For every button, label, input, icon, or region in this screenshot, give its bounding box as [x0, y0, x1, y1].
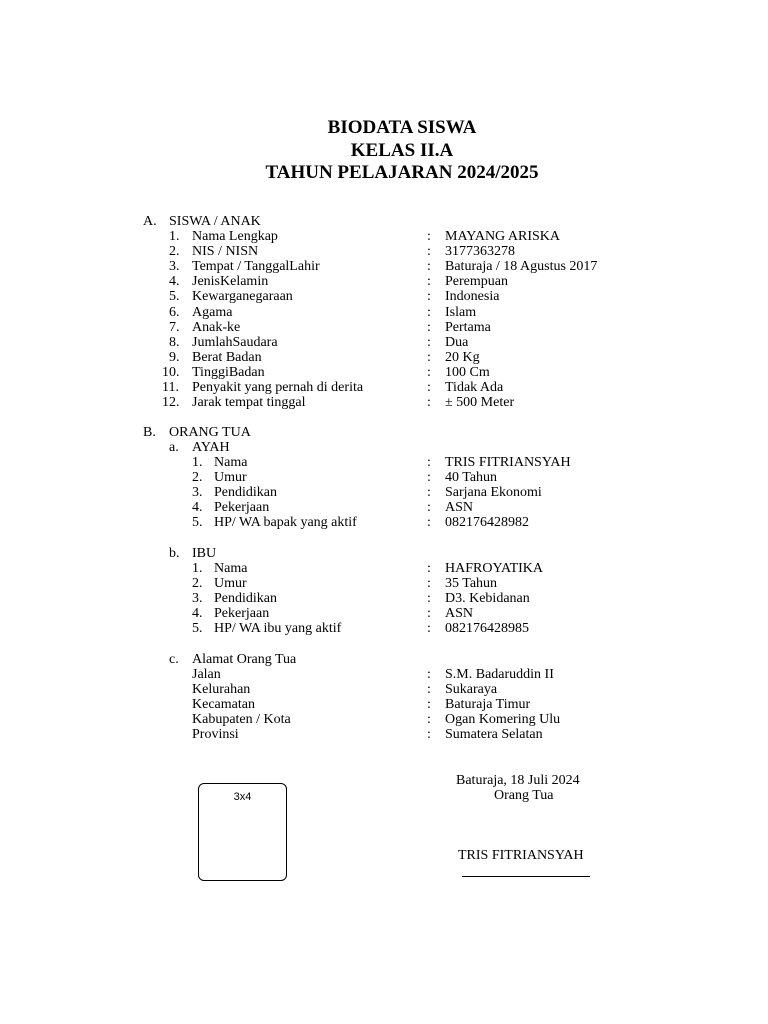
student-row	[0, 335, 768, 350]
item-label: Umur	[214, 576, 247, 592]
item-number: 2.	[192, 576, 203, 592]
item-colon: :	[427, 334, 431, 350]
item-number: 5.	[169, 289, 180, 305]
student-row	[0, 365, 768, 380]
item-colon: :	[427, 319, 431, 335]
item-number: 8.	[169, 334, 180, 350]
item-number: 4.	[169, 274, 180, 290]
item-colon: :	[427, 621, 431, 637]
father-row	[0, 470, 768, 485]
item-value: Sukaraya	[445, 682, 498, 698]
item-value: Perempuan	[445, 274, 508, 290]
item-colon: :	[427, 229, 431, 244]
item-colon: :	[427, 470, 431, 486]
section-b-marker: B.	[143, 425, 156, 440]
item-colon: :	[427, 576, 431, 592]
item-colon: :	[427, 515, 431, 531]
item-value: Indonesia	[445, 289, 500, 305]
address-row	[0, 697, 768, 712]
item-colon: :	[427, 682, 431, 698]
item-number: 6.	[169, 304, 180, 320]
item-value: Baturaja / 18 Agustus 2017	[445, 259, 598, 275]
item-value: Pertama	[445, 319, 491, 335]
item-number: 4.	[192, 606, 203, 622]
item-value: Sumatera Selatan	[445, 727, 543, 743]
father-row	[0, 515, 768, 530]
item-number: 9.	[169, 349, 180, 365]
ayah-title: AYAH	[192, 440, 230, 455]
item-label: Umur	[214, 470, 247, 486]
item-colon: :	[427, 349, 431, 365]
item-label: Tempat / TanggalLahir	[192, 259, 320, 275]
item-colon: :	[427, 727, 431, 743]
item-label: Anak-ke	[192, 319, 241, 335]
item-number: 12.	[162, 395, 180, 411]
item-colon: :	[427, 289, 431, 305]
father-row	[0, 500, 768, 515]
father-row	[0, 455, 768, 470]
item-label: Penyakit yang pernah di derita	[192, 380, 364, 395]
student-row	[0, 380, 768, 395]
address-row	[0, 667, 768, 682]
mother-row	[0, 621, 768, 636]
alamat-title: Alamat Orang Tua	[192, 652, 297, 667]
student-row	[0, 244, 768, 259]
ibu-marker: b.	[169, 546, 180, 561]
item-number: 1.	[192, 455, 203, 470]
item-colon: :	[427, 274, 431, 290]
item-label: Kecamatan	[192, 697, 255, 713]
student-row	[0, 350, 768, 365]
mother-row	[0, 591, 768, 606]
item-label: Berat Badan	[192, 349, 262, 365]
item-number: 5.	[192, 515, 203, 531]
item-colon: :	[427, 500, 431, 516]
item-value: S.M. Badaruddin II	[445, 667, 554, 682]
item-colon: :	[427, 364, 431, 380]
item-number: 10.	[162, 364, 180, 380]
item-value: 35 Tahun	[445, 576, 498, 592]
item-label: Pendidikan	[214, 485, 277, 501]
item-label: HP/ WA bapak yang aktif	[214, 515, 357, 531]
item-label: NIS / NISN	[192, 244, 259, 260]
item-colon: :	[427, 697, 431, 713]
item-label: Jarak tempat tinggal	[192, 395, 306, 411]
item-label: Agama	[192, 304, 233, 320]
item-colon: :	[427, 395, 431, 411]
item-value: ± 500 Meter	[445, 395, 515, 411]
item-colon: :	[427, 380, 431, 395]
mother-row	[0, 606, 768, 621]
item-label: Provinsi	[192, 727, 239, 743]
item-colon: :	[427, 304, 431, 320]
item-colon: :	[427, 455, 431, 470]
student-row	[0, 395, 768, 410]
signature-place-date: Baturaja, 18 Juli 2024	[456, 773, 580, 788]
item-number: 1.	[169, 229, 180, 244]
item-value: Islam	[445, 304, 477, 320]
item-value: 082176428985	[445, 621, 529, 637]
document-class: KELAS II.A	[350, 140, 454, 161]
item-colon: :	[427, 712, 431, 728]
father-row	[0, 485, 768, 500]
item-colon: :	[427, 606, 431, 622]
document-title: BIODATA SISWA	[327, 117, 477, 138]
item-colon: :	[427, 485, 431, 501]
item-label: Pekerjaan	[214, 606, 270, 622]
signature-line	[462, 876, 590, 877]
section-b-title: ORANG TUA	[169, 425, 251, 440]
item-label: Pendidikan	[214, 591, 277, 607]
item-label: Nama	[214, 455, 248, 470]
item-value: 40 Tahun	[445, 470, 498, 486]
signature-name: TRIS FITRIANSYAH	[458, 848, 584, 863]
photo-placeholder	[198, 783, 287, 881]
item-value: HAFROYATIKA	[445, 561, 544, 576]
item-label: Jalan	[192, 667, 221, 682]
section-a-marker: A.	[143, 214, 157, 229]
item-value: 20 Kg	[445, 349, 480, 365]
item-value: ASN	[445, 500, 474, 516]
item-label: Kelurahan	[192, 682, 251, 698]
signature-role: Orang Tua	[494, 788, 554, 803]
item-value: ASN	[445, 606, 474, 622]
item-value: 3177363278	[445, 244, 515, 260]
item-colon: :	[427, 244, 431, 260]
address-row	[0, 712, 768, 727]
item-colon: :	[427, 561, 431, 576]
item-label: JenisKelamin	[192, 274, 269, 290]
address-row	[0, 682, 768, 697]
item-value: Sarjana Ekonomi	[445, 485, 542, 501]
item-label: TinggiBadan	[192, 364, 265, 380]
student-row	[0, 305, 768, 320]
item-number: 1.	[192, 561, 203, 576]
item-value: Tidak Ada	[445, 380, 504, 395]
item-number: 3.	[169, 259, 180, 275]
item-number: 3.	[192, 485, 203, 501]
photo-size-label: 3x4	[233, 791, 252, 803]
item-colon: :	[427, 667, 431, 682]
item-label: Kabupaten / Kota	[192, 712, 291, 728]
student-row	[0, 229, 768, 244]
item-label: Nama	[214, 561, 248, 576]
item-number: 7.	[169, 319, 180, 335]
item-number: 2.	[169, 244, 180, 260]
address-row	[0, 727, 768, 742]
student-row	[0, 274, 768, 289]
item-value: Baturaja Timur	[445, 697, 531, 713]
item-colon: :	[427, 591, 431, 607]
item-label: Pekerjaan	[214, 500, 270, 516]
mother-row	[0, 576, 768, 591]
item-value: 082176428982	[445, 515, 529, 531]
item-number: 2.	[192, 470, 203, 486]
item-value: 100 Cm	[445, 364, 490, 380]
alamat-marker: c.	[169, 652, 179, 667]
ayah-marker: a.	[169, 440, 179, 455]
student-row	[0, 320, 768, 335]
item-number: 11.	[162, 380, 179, 395]
item-value: TRIS FITRIANSYAH	[445, 455, 571, 470]
item-number: 3.	[192, 591, 203, 607]
student-row	[0, 289, 768, 304]
item-label: Kewarganegaraan	[192, 289, 293, 305]
section-a-title: SISWA / ANAK	[169, 214, 261, 229]
item-value: Dua	[445, 334, 469, 350]
item-value: MAYANG ARISKA	[445, 229, 561, 244]
item-value: D3. Kebidanan	[445, 591, 530, 607]
mother-row	[0, 561, 768, 576]
item-label: JumlahSaudara	[192, 334, 278, 350]
item-number: 5.	[192, 621, 203, 637]
document-year: TAHUN PELAJARAN 2024/2025	[265, 162, 539, 183]
item-label: HP/ WA ibu yang aktif	[214, 621, 342, 637]
ibu-title: IBU	[192, 546, 217, 561]
item-colon: :	[427, 259, 431, 275]
item-label: Nama Lengkap	[192, 229, 278, 244]
item-number: 4.	[192, 500, 203, 516]
item-value: Ogan Komering Ulu	[445, 712, 561, 728]
student-row	[0, 259, 768, 274]
